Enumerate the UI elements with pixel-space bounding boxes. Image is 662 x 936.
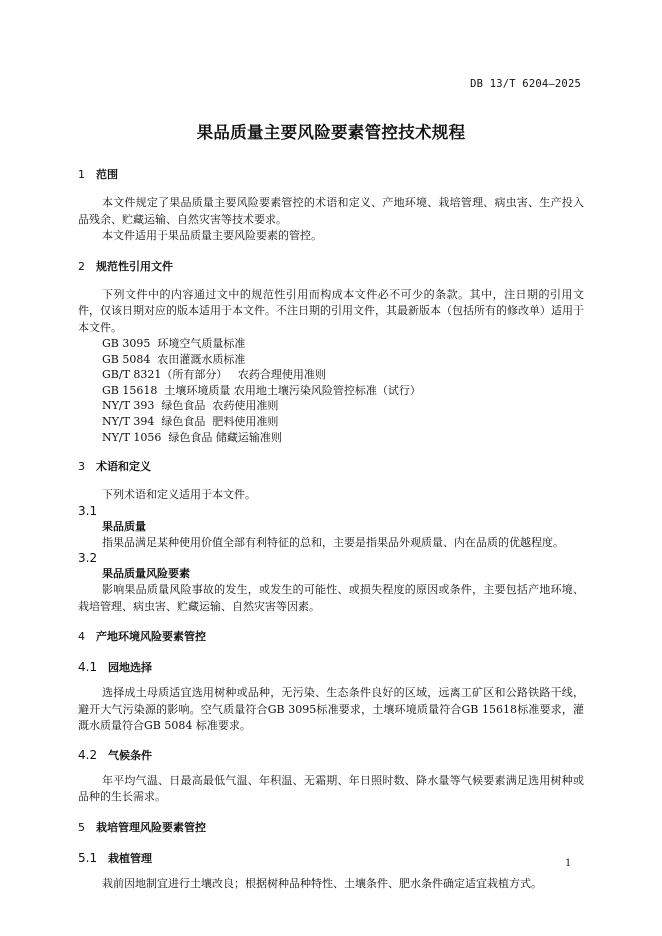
subsection-5-1-heading: [78, 850, 584, 867]
reference-item: GB 3095 环境空气质量标准: [102, 337, 246, 350]
section-number: 2: [78, 259, 85, 273]
term-definition: 指果品满足某种使用价值全部有利特征的总和，主要是指果品外观质量、内在品质的优越程度。: [102, 535, 564, 549]
section-number: 4: [78, 630, 85, 644]
section-2-heading: [78, 259, 584, 275]
paragraph: 下列术语和定义适用于本文件。: [102, 488, 256, 502]
subsection-title: 园地选择: [108, 661, 152, 675]
reference-item: NY/T 1056 绿色食品 储藏运输准则: [102, 430, 282, 444]
section-title: 术语和定义: [96, 460, 151, 474]
reference-item: NY/T 394 绿色食品 肥料使用准则: [102, 414, 279, 428]
section-title: 栽培管理风险要素管控: [96, 820, 206, 834]
paragraph: 栽前因地制宜进行土壤改良；根据树种品种特性、土壤条件、肥水条件确定适宜栽植方式。: [102, 876, 542, 890]
section-number: 3: [78, 460, 85, 474]
section-number: 5: [78, 820, 85, 834]
paragraph: 本文件规定了果品质量主要风险要素管控的术语和定义、产地环境、栽培管理、病虫害、生产投入品残余、贮藏运输、自然灾害等技术要求。: [78, 196, 584, 226]
term-name: 果品质量风险要素: [102, 567, 190, 581]
standard-code: DB 13/T 6204—2025: [470, 78, 581, 90]
section-5-heading: [78, 820, 584, 836]
term-number: 3.2: [78, 551, 98, 566]
reference-item: GB 5084 农田灌溉水质标准: [102, 352, 246, 366]
section-title: 产地环境风险要素管控: [96, 630, 206, 644]
subsection-4-1-heading: [78, 659, 584, 676]
section-1-heading: [78, 167, 584, 183]
document-title: 果品质量主要风险要素管控技术规程: [196, 123, 466, 142]
subsection-number: 4.2: [78, 747, 98, 762]
paragraph: 下列文件中的内容通过文中的规范性引用而构成本文件必不可少的条款。其中，注日期的引用文件，仅该日期对应的版本适用于本文件。不注日期的引用文件，其最新版本（包括所有的修改单）适用于本文件。: [78, 287, 584, 334]
section-4-heading: [78, 629, 584, 645]
reference-item: GB/T 8321（所有部分） 农药合理使用准则: [102, 368, 326, 382]
page-number: 1: [565, 858, 572, 869]
term-name: 果品质量: [102, 519, 146, 533]
subsection-number: 4.1: [78, 660, 98, 675]
paragraph: 本文件适用于果品质量主要风险要素的管控。: [102, 229, 322, 242]
reference-item: GB 15618 土壤环境质量 农用地土壤污染风险管控标准（试行）: [102, 383, 421, 397]
subsection-number: 5.1: [78, 850, 98, 865]
term-number: 3.1: [78, 503, 98, 518]
paragraph: 选择成土母质适宜选用树种或品种，无污染、生态条件良好的区域，远离工矿区和公路铁路干线，避开大气污染源的影响。空气质量符合GB 3095标准要求，土壤环境质量符合GB 15618标准要求，灌溉水质量符合GB 5084 标准要求。: [78, 686, 584, 733]
section-3-heading: [78, 459, 584, 475]
section-title: 范围: [96, 168, 118, 181]
document-body: [78, 167, 584, 892]
subsection-4-2-heading: [78, 747, 584, 764]
section-number: 1: [78, 168, 85, 181]
subsection-title: 栽植管理: [108, 851, 152, 865]
term-definition: 影响果品质量风险事故的发生，或发生的可能性、或损失程度的原因或条件，主要包括产地环境、栽培管理、病虫害、贮藏运输、自然灾害等因素。: [78, 583, 584, 613]
paragraph: 年平均气温、日最高最低气温、年积温、无霜期、年日照时数、降水量等气候要素满足选用树种或品种的生长需求。: [78, 773, 584, 804]
reference-item: NY/T 393 绿色食品 农药使用准则: [102, 399, 279, 413]
subsection-title: 气候条件: [108, 748, 152, 762]
section-title: 规范性引用文件: [96, 259, 173, 273]
